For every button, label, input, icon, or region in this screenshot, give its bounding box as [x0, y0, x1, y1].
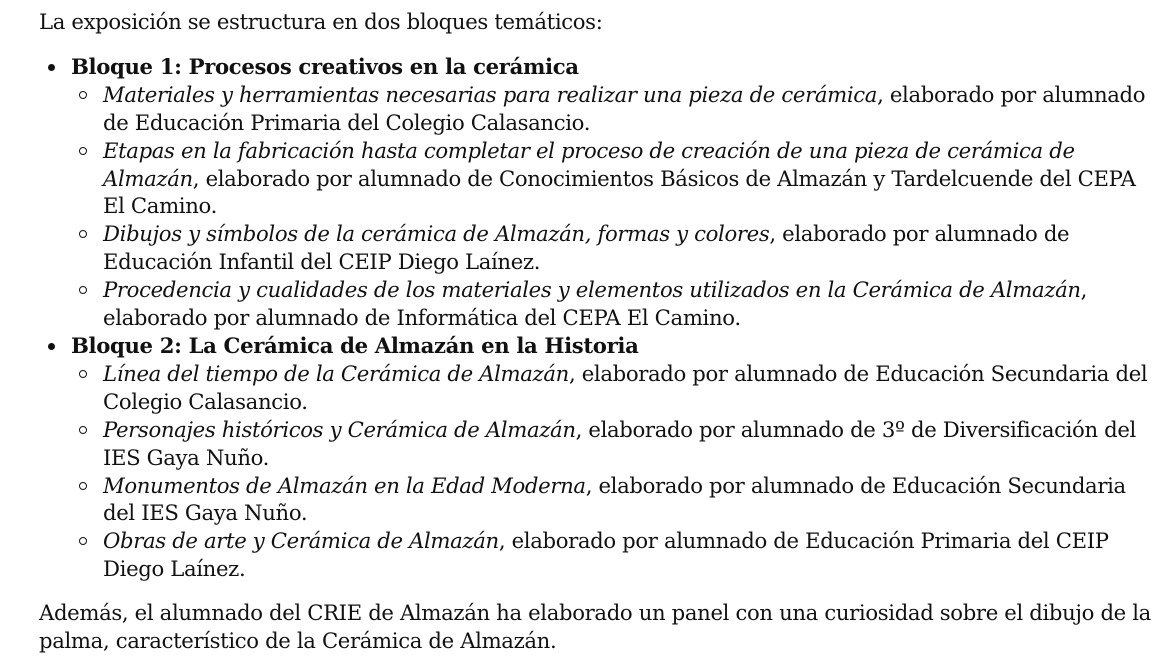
circle-bullet-icon — [79, 230, 87, 238]
item-description: , elaborado por alumnado de Educación Secundaria del IES Gaya Nuño. — [103, 472, 1126, 526]
item-title: Etapas en la fabricación hasta completar el proceso de creación de una pieza de cerámica de Almazán — [103, 137, 1075, 191]
block-title: Bloque 1: Procesos creativos en la cerámica — [71, 53, 579, 79]
item-title: Procedencia y cualidades de los materiales y elementos utilizados en la Cerámica de Almazán — [103, 277, 1081, 303]
list-item — [71, 137, 1154, 221]
circle-bullet-icon — [79, 537, 87, 545]
list-item — [71, 472, 1154, 528]
list-item — [71, 220, 1154, 276]
circle-bullet-icon — [79, 91, 87, 99]
block-item — [39, 332, 1154, 583]
list-item — [71, 360, 1154, 416]
item-title: Dibujos y símbolos de la cerámica de Almazán, formas y colores — [103, 221, 770, 247]
item-description: , elaborado por alumnado de Educación Secundaria del Colegio Calasancio. — [103, 360, 1148, 414]
block-sublist — [71, 360, 1154, 583]
list-item — [71, 81, 1154, 137]
circle-bullet-icon — [79, 426, 87, 434]
circle-bullet-icon — [79, 482, 87, 490]
item-description: , elaborado por alumnado de Informática del CEPA El Camino. — [103, 277, 1088, 331]
closing-paragraph: Además, el alumnado del CRIE de Almazán ha elaborado un panel con una curiosidad sobre el dibujo de la palma, característico de la Cerámica de Almazán. — [39, 600, 1151, 654]
circle-bullet-icon — [79, 286, 87, 294]
list-item — [71, 527, 1154, 583]
block-item — [39, 53, 1154, 332]
item-title: Monumentos de Almazán en la Edad Moderna — [103, 472, 586, 498]
item-description: , elaborado por alumnado de Educación Primaria del Colegio Calasancio. — [103, 81, 1146, 135]
intro-paragraph: La exposición se estructura en dos bloques temáticos: — [39, 9, 603, 34]
block-list — [39, 53, 1154, 583]
item-description: , elaborado por alumnado de Educación Primaria del CEIP Diego Laínez. — [103, 528, 1109, 582]
list-item — [71, 416, 1154, 472]
circle-bullet-icon — [79, 147, 87, 155]
disc-bullet-icon — [48, 343, 55, 350]
circle-bullet-icon — [79, 370, 87, 378]
block-title: Bloque 2: La Cerámica de Almazán en la Historia — [71, 332, 639, 358]
item-title: Línea del tiempo de la Cerámica de Almazán — [103, 360, 569, 386]
item-title: Obras de arte y Cerámica de Almazán — [103, 528, 499, 554]
item-description: , elaborado por alumnado de Conocimientos Básicos de Almazán y Tardelcuende del CEPA El Camino. — [103, 165, 1136, 219]
item-description: , elaborado por alumnado de Educación Infantil del CEIP Diego Laínez. — [103, 221, 1070, 275]
block-sublist — [71, 81, 1154, 332]
list-item — [71, 276, 1154, 332]
disc-bullet-icon — [48, 64, 55, 71]
item-title: Personajes históricos y Cerámica de Almazán — [103, 416, 576, 442]
item-description: , elaborado por alumnado de 3º de Diversificación del IES Gaya Nuño. — [103, 416, 1136, 470]
item-title: Materiales y herramientas necesarias para realizar una pieza de cerámica — [103, 81, 878, 107]
